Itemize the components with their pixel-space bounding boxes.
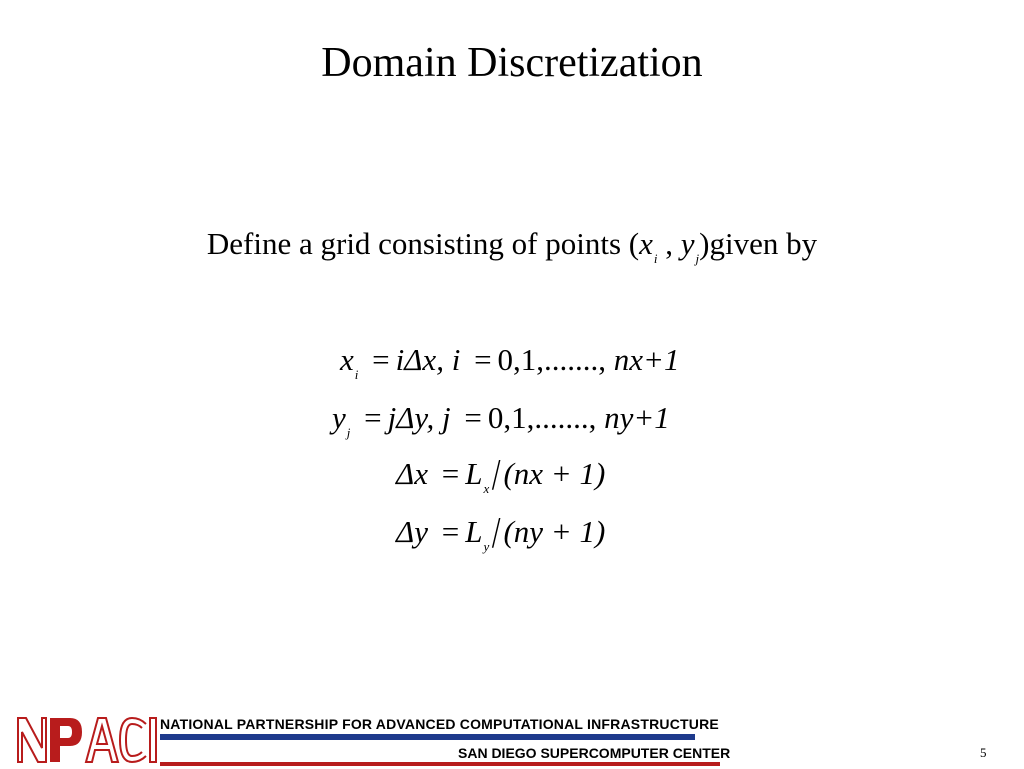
eq2-equals: = xyxy=(364,400,382,435)
eq3-den: (nx + 1) xyxy=(503,456,606,491)
slide-title: Domain Discretization xyxy=(321,40,703,86)
npaci-logo-graphic xyxy=(16,712,158,764)
page-number: 5 xyxy=(980,745,987,760)
footer-center-name: SAN DIEGO SUPERCOMPUTER CENTER xyxy=(458,745,731,761)
eq1-lhs-sub: i xyxy=(354,367,359,382)
intro-open-paren: ( xyxy=(628,226,640,261)
eq3-L: L xyxy=(465,456,483,491)
footer-rule-red xyxy=(160,762,720,766)
eq1-rhs3: nx+1 xyxy=(613,342,680,377)
footer-org-name: NATIONAL PARTNERSHIP FOR ADVANCED COMPUTATIONAL INFRASTRUCTURE xyxy=(160,716,719,732)
equation-xi xyxy=(340,340,679,395)
intro-text: Define a grid consisting of points xyxy=(206,226,622,261)
intro-sentence xyxy=(0,224,1024,279)
equation-yj xyxy=(332,398,670,453)
eq4-L-sub: y xyxy=(483,539,490,554)
eq2-rhs2: 0,1,......., xyxy=(487,400,605,435)
eq4-den: (ny + 1) xyxy=(503,514,606,549)
intro-tail: given by xyxy=(709,226,818,261)
intro-x: x xyxy=(639,226,653,261)
eq1-equals: = xyxy=(372,342,390,377)
eq2-lhs: y xyxy=(332,400,346,435)
eq4-equals: = xyxy=(441,514,460,549)
eq1-rhs1: iΔx, i xyxy=(395,342,461,377)
eq4-lhs: Δy xyxy=(396,514,428,549)
eq4-slash: / xyxy=(492,508,501,557)
intro-comma: , xyxy=(665,226,673,261)
eq4-L: L xyxy=(465,514,483,549)
footer-rule-blue xyxy=(160,734,695,740)
intro-y: y xyxy=(680,226,695,261)
eq3-slash: / xyxy=(492,450,501,499)
intro-x-sub: i xyxy=(653,251,658,266)
eq1-rhs2: 0,1,......., xyxy=(497,342,614,377)
npaci-logo xyxy=(16,712,158,764)
eq3-L-sub: x xyxy=(483,481,490,496)
eq2-rhs1: jΔy, j xyxy=(387,400,451,435)
eq3-equals: = xyxy=(441,456,460,491)
equation-delta-x xyxy=(396,450,606,509)
eq1-equals-2: = xyxy=(474,342,492,377)
intro-close-paren: ) xyxy=(699,226,710,261)
eq2-equals-2: = xyxy=(464,400,482,435)
eq3-lhs: Δx xyxy=(396,456,428,491)
eq2-rhs3: ny+1 xyxy=(604,400,670,435)
equation-delta-y xyxy=(396,508,606,567)
eq2-lhs-sub: j xyxy=(346,425,351,440)
eq1-lhs: x xyxy=(340,342,354,377)
intro-y-sub: j xyxy=(695,251,700,266)
